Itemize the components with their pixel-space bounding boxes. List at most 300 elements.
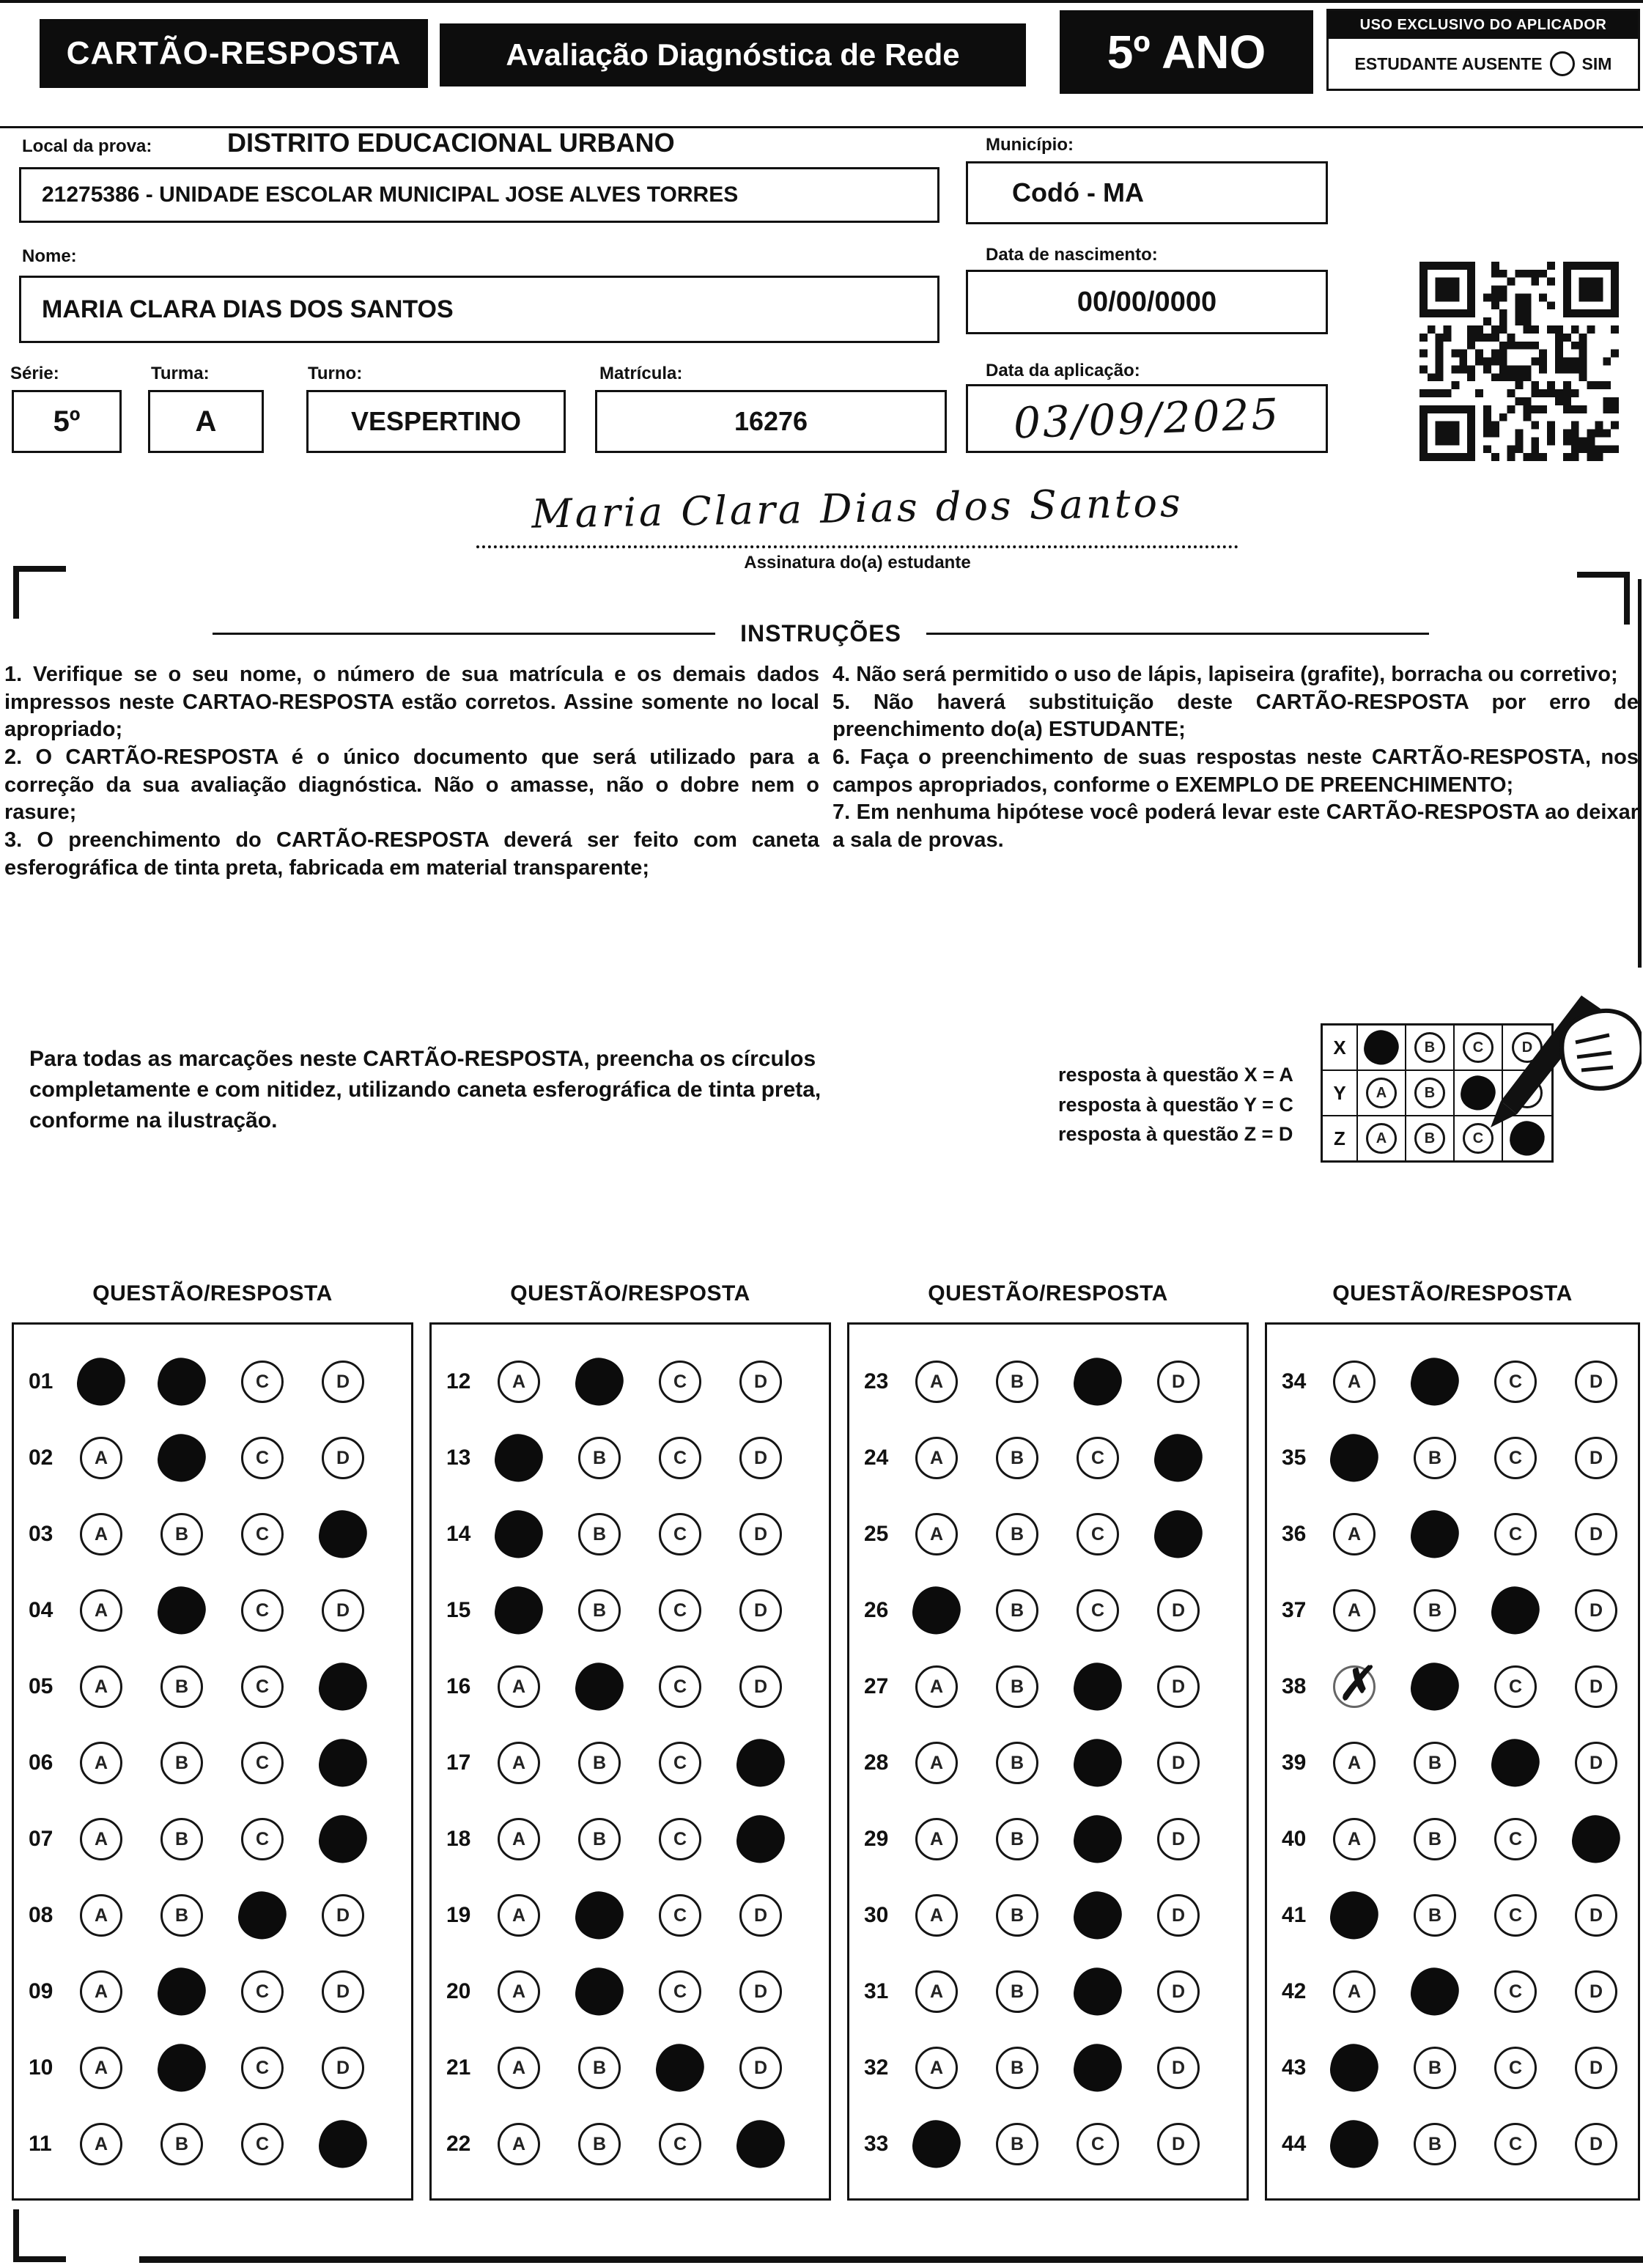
answer-bubble[interactable]: C (659, 1665, 701, 1708)
answer-bubble[interactable]: C (1077, 1513, 1119, 1555)
answer-bubble[interactable] (734, 1812, 788, 1866)
example-bubble-cell (1358, 1071, 1406, 1115)
answer-bubble[interactable]: D (739, 1361, 782, 1403)
answer-bubble[interactable]: A (498, 1665, 540, 1708)
answer-bubble[interactable]: B (160, 1665, 203, 1708)
answer-bubble[interactable] (1488, 1736, 1543, 1790)
answer-bubble[interactable]: C (659, 2123, 701, 2165)
question-number: 30 (864, 1903, 889, 1927)
matricula-label: Matrícula: (599, 364, 683, 383)
answer-row (1267, 2106, 1638, 2182)
answer-row (849, 1954, 1247, 2030)
answer-bubble[interactable]: B (1414, 1437, 1456, 1479)
answer-bubble[interactable]: D (1575, 1665, 1617, 1708)
answer-bubble[interactable] (572, 1888, 627, 1943)
answer-bubble[interactable]: C (241, 2123, 284, 2165)
answer-bubble[interactable]: D (739, 1513, 782, 1555)
instruction-item: 6. Faça o preenchimento de suas respostas neste CARTÃO-RESPOSTA, nos campos apropriados, conforme o EXEMPLO DE PREENCHIMENTO; (832, 745, 1639, 797)
answer-bubble[interactable]: B (1414, 1742, 1456, 1784)
answer-bubble[interactable]: D (1157, 2047, 1200, 2089)
question-number: 11 (29, 2132, 52, 2156)
answer-bubble[interactable]: B (996, 1361, 1038, 1403)
answer-bubble[interactable]: B (160, 1513, 203, 1555)
answer-bubble[interactable] (316, 1507, 370, 1561)
answer-bubble[interactable] (74, 1355, 128, 1409)
answer-bubble[interactable]: A (80, 1665, 122, 1708)
question-number: 32 (864, 2055, 889, 2080)
corner-mark-top-right (1577, 572, 1630, 625)
nome-label: Nome: (22, 246, 77, 266)
answer-bubble[interactable]: B (578, 2047, 621, 2089)
corner-mark-top-left (13, 566, 66, 619)
question-number: 25 (864, 1522, 889, 1546)
question-number: 21 (446, 2055, 471, 2080)
example-note: resposta à questão X = A (1058, 1064, 1293, 1086)
absent-label: ESTUDANTE AUSENTE (1354, 54, 1543, 73)
answer-row (1267, 1572, 1638, 1649)
turno-field: VESPERTINO (306, 390, 566, 453)
example-note: resposta à questão Y = C (1058, 1093, 1293, 1116)
answer-bubble[interactable]: C (241, 1665, 284, 1708)
answer-bubble[interactable]: A (915, 2047, 958, 2089)
answer-bubble[interactable]: A (1333, 1818, 1376, 1860)
answer-bubble[interactable]: B (160, 1894, 203, 1937)
answer-bubble[interactable]: B (1414, 1818, 1456, 1860)
signature-line (476, 545, 1238, 548)
answer-bubble[interactable] (155, 1965, 209, 2019)
answer-bubble[interactable]: D (1575, 1513, 1617, 1555)
example-bubble[interactable]: D (1512, 1032, 1543, 1063)
answer-row (1267, 1954, 1638, 2030)
nascimento-field: 00/00/0000 (966, 270, 1328, 334)
answer-bubble[interactable]: A (1333, 1513, 1376, 1555)
serie-field: 5º (12, 390, 122, 453)
answer-grid (12, 1322, 413, 2201)
answer-bubble[interactable]: D (1575, 1589, 1617, 1632)
answer-bubble[interactable]: D (1575, 2123, 1617, 2165)
answer-bubble[interactable]: D (739, 2047, 782, 2089)
answer-bubble[interactable]: D (1575, 2047, 1617, 2089)
answer-bubble[interactable] (909, 1583, 964, 1638)
answer-bubble[interactable] (235, 1888, 289, 1943)
answer-row (14, 1344, 411, 1420)
answer-row (14, 1877, 411, 1954)
answers-column-header: QUESTÃO/RESPOSTA (928, 1281, 1168, 1306)
answer-bubble[interactable] (492, 1431, 546, 1485)
answer-row (849, 1877, 1247, 1954)
instruction-item: 5. Não haverá substituição deste CARTÃO-RESPOSTA por erro de preenchimento do(a) ESTUDANTE; (832, 690, 1639, 742)
answer-bubble[interactable] (1151, 1431, 1206, 1485)
answer-bubble[interactable]: D (739, 1970, 782, 2013)
answer-bubble[interactable]: D (739, 1665, 782, 1708)
answer-bubble[interactable]: A (498, 1742, 540, 1784)
answer-bubble[interactable]: A (80, 1437, 122, 1479)
answer-row (432, 2030, 829, 2106)
answer-bubble[interactable] (1327, 2117, 1381, 2171)
answer-bubble[interactable]: D (322, 1589, 364, 1632)
answer-bubble[interactable]: D (1157, 1742, 1200, 1784)
answer-bubble[interactable] (492, 1507, 546, 1561)
answer-bubble[interactable] (1071, 1660, 1125, 1714)
example-bubble-cell (1358, 1116, 1406, 1160)
answer-bubble[interactable]: C (1494, 1437, 1537, 1479)
answer-bubble[interactable] (734, 2117, 788, 2171)
answer-bubble[interactable] (316, 1812, 370, 1866)
question-number: 02 (29, 1446, 53, 1470)
answer-bubble[interactable]: B (160, 1742, 203, 1784)
instruction-item: 2. O CARTÃO-RESPOSTA é o único documento que será utilizado para a correção da sua avaliação diagnóstica. Não o amasse, não o dobre nem o rasure; (4, 745, 819, 825)
answer-bubble[interactable]: C (1494, 2123, 1537, 2165)
aplicacao-field (966, 384, 1328, 453)
question-number: 03 (29, 1522, 53, 1546)
answer-bubble[interactable]: B (160, 1818, 203, 1860)
answer-bubble[interactable]: C (1494, 1513, 1537, 1555)
answer-bubble[interactable]: C (659, 1437, 701, 1479)
answer-bubble[interactable] (316, 2117, 370, 2171)
answer-bubble[interactable]: A (915, 1665, 958, 1708)
answer-row (432, 1572, 829, 1649)
answer-bubble[interactable]: B (578, 1818, 621, 1860)
answer-bubble[interactable] (1327, 1888, 1381, 1943)
answer-bubble[interactable]: D (1575, 1742, 1617, 1784)
answer-bubble[interactable]: A (915, 1437, 958, 1479)
answer-bubble[interactable] (1071, 1888, 1125, 1943)
answer-bubble[interactable]: B (578, 1513, 621, 1555)
question-number: 27 (864, 1674, 889, 1698)
absent-checkbox[interactable] (1550, 51, 1575, 76)
answer-row (849, 1420, 1247, 1496)
answer-bubble[interactable]: B (996, 1437, 1038, 1479)
question-number: 41 (1282, 1903, 1307, 1927)
answer-bubble[interactable]: B (996, 1513, 1038, 1555)
question-number: 16 (446, 1674, 471, 1698)
example-bubble-cell (1406, 1116, 1455, 1160)
corner-mark-bottom-left (13, 2209, 66, 2262)
question-number: 06 (29, 1750, 53, 1775)
answer-bubble[interactable]: A (915, 1513, 958, 1555)
answer-bubble[interactable]: C (659, 1970, 701, 2013)
example-bubble[interactable] (1362, 1028, 1401, 1067)
answer-bubble[interactable]: B (996, 1818, 1038, 1860)
answer-bubble[interactable]: C (1077, 2123, 1119, 2165)
answer-bubble[interactable]: C (1494, 2047, 1537, 2089)
answer-bubble[interactable]: C (1494, 1665, 1537, 1708)
answer-bubble[interactable]: A (80, 1894, 122, 1937)
aplicacao-label: Data da aplicação: (986, 361, 1140, 380)
example-bubble[interactable]: B (1414, 1123, 1445, 1154)
answer-bubble[interactable] (155, 1355, 209, 1409)
answer-bubble[interactable]: A (498, 2047, 540, 2089)
answer-bubble[interactable] (1333, 1658, 1376, 1710)
answer-bubble[interactable]: B (160, 2123, 203, 2165)
answer-bubble[interactable]: A (915, 1742, 958, 1784)
answer-bubble[interactable]: C (659, 1513, 701, 1555)
answer-bubble[interactable]: B (578, 2123, 621, 2165)
answer-bubble[interactable] (1071, 1355, 1125, 1409)
answer-bubble[interactable]: C (241, 1970, 284, 2013)
answer-bubble[interactable]: B (996, 1894, 1038, 1937)
instruction-item: 4. Não será permitido o uso de lápis, lapiseira (grafite), borracha ou corretivo; (832, 663, 1618, 686)
example-bubble[interactable]: A (1366, 1123, 1397, 1154)
answer-bubble[interactable] (1071, 1812, 1125, 1866)
answer-bubble[interactable]: D (322, 1970, 364, 2013)
exam-title: Avaliação Diagnóstica de Rede (440, 23, 1026, 86)
answer-bubble[interactable]: C (659, 1894, 701, 1937)
instruction-item: 1. Verifique se o seu nome, o número de sua matrícula e os demais dados impressos neste CARTAO-RESPOSTA estão corretos. Assine somente no local apropriado; (4, 663, 819, 742)
question-number: 28 (864, 1750, 889, 1775)
answer-bubble[interactable]: D (739, 1437, 782, 1479)
answer-row (1267, 2030, 1638, 2106)
answer-bubble[interactable]: C (659, 1818, 701, 1860)
answer-bubble[interactable]: D (322, 2047, 364, 2089)
answer-bubble[interactable]: A (80, 1513, 122, 1555)
answers-column-header: QUESTÃO/RESPOSTA (510, 1281, 750, 1306)
answer-row (849, 1725, 1247, 1801)
answer-bubble[interactable]: C (659, 1589, 701, 1632)
instruction-item: 7. Em nenhuma hipótese você poderá levar este CARTÃO-RESPOSTA ao deixar a sala de provas. (832, 800, 1639, 853)
answer-bubble[interactable] (1569, 1812, 1623, 1866)
answer-row (1267, 1877, 1638, 1954)
answer-row (432, 1725, 829, 1801)
answer-bubble[interactable] (492, 1583, 546, 1638)
answer-bubble[interactable]: B (1414, 1589, 1456, 1632)
answer-bubble[interactable]: B (1414, 2047, 1456, 2089)
question-number: 40 (1282, 1827, 1307, 1851)
answer-bubble[interactable]: C (1494, 1361, 1537, 1403)
answer-bubble[interactable]: A (915, 1361, 958, 1403)
instruction-item: 3. O preenchimento do CARTÃO-RESPOSTA deverá ser feito com caneta esferográfica de tinta preta, fabricada em material transparente; (4, 828, 819, 880)
answer-row (14, 1954, 411, 2030)
answer-bubble[interactable] (572, 1355, 627, 1409)
answer-bubble[interactable]: C (1077, 1437, 1119, 1479)
question-number: 42 (1282, 1979, 1307, 2003)
answer-bubble[interactable] (1488, 1583, 1543, 1638)
example-bubble[interactable]: C (1463, 1032, 1494, 1063)
question-number: 05 (29, 1674, 53, 1698)
answer-bubble[interactable]: A (80, 2047, 122, 2089)
answer-bubble[interactable] (734, 1736, 788, 1790)
answer-row (14, 1801, 411, 1877)
answer-row (432, 1420, 829, 1496)
answer-row (849, 2030, 1247, 2106)
question-number: 08 (29, 1903, 53, 1927)
answer-bubble[interactable] (909, 2117, 964, 2171)
answer-bubble[interactable]: D (1157, 2123, 1200, 2165)
answer-bubble[interactable] (1151, 1507, 1206, 1561)
answer-bubble[interactable]: D (1575, 1437, 1617, 1479)
answer-bubble[interactable]: D (1157, 1665, 1200, 1708)
answer-bubble[interactable]: B (578, 1437, 621, 1479)
answer-bubble[interactable]: A (1333, 1742, 1376, 1784)
answer-bubble[interactable]: A (498, 1894, 540, 1937)
answer-bubble[interactable]: D (1575, 1970, 1617, 2013)
page-top-border (0, 0, 1643, 3)
nome-field: MARIA CLARA DIAS DOS SANTOS (19, 276, 939, 343)
answer-row (432, 2106, 829, 2182)
answer-bubble[interactable]: A (1333, 1361, 1376, 1403)
answer-bubble[interactable]: A (915, 1894, 958, 1937)
answer-row (849, 1801, 1247, 1877)
answer-bubble[interactable]: A (1333, 1970, 1376, 2013)
answer-bubble[interactable]: A (498, 2123, 540, 2165)
answer-bubble[interactable]: D (1157, 1818, 1200, 1860)
applicator-box (1326, 9, 1640, 91)
card-title: CARTÃO-RESPOSTA (40, 19, 428, 88)
answer-bubble[interactable]: A (80, 1742, 122, 1784)
answer-bubble[interactable]: D (1157, 1361, 1200, 1403)
answer-bubble[interactable] (1408, 1507, 1462, 1561)
instructions-line-left (213, 633, 715, 635)
answer-bubble[interactable]: C (1494, 1970, 1537, 2013)
answer-bubble[interactable] (572, 1660, 627, 1714)
answer-bubble[interactable]: B (996, 1970, 1038, 2013)
local-label: Local da prova: (22, 136, 152, 156)
answer-bubble[interactable]: B (996, 1665, 1038, 1708)
answer-bubble[interactable]: A (498, 1818, 540, 1860)
answer-bubble[interactable]: C (241, 1742, 284, 1784)
answer-bubble[interactable] (1071, 2041, 1125, 2095)
answer-row (14, 1572, 411, 1649)
matricula-field: 16276 (595, 390, 947, 453)
answer-bubble[interactable]: D (1575, 1361, 1617, 1403)
answer-bubble[interactable] (1327, 2041, 1381, 2095)
answer-bubble[interactable]: B (578, 1589, 621, 1632)
answer-bubble[interactable]: B (996, 1589, 1038, 1632)
answer-bubble[interactable]: C (241, 2047, 284, 2089)
answer-bubble[interactable]: B (578, 1742, 621, 1784)
example-bubble[interactable]: B (1414, 1078, 1445, 1108)
answer-bubble[interactable] (572, 1965, 627, 2019)
answer-bubble[interactable] (653, 2041, 707, 2095)
answer-bubble[interactable]: A (915, 1818, 958, 1860)
instructions-left (4, 661, 819, 883)
answer-bubble[interactable]: A (915, 1970, 958, 2013)
answer-bubble[interactable] (1408, 1355, 1462, 1409)
question-number: 19 (446, 1903, 471, 1927)
answers-column-1 (12, 1281, 413, 2201)
answer-row (432, 1954, 829, 2030)
answer-row (849, 1572, 1247, 1649)
answer-bubble[interactable]: D (739, 1894, 782, 1937)
answer-bubble[interactable] (155, 1583, 209, 1638)
example-bubble-cell (1358, 1026, 1406, 1069)
handwritten-date: 03/09/2025 (1012, 389, 1282, 449)
answer-bubble[interactable]: A (80, 1970, 122, 2013)
answer-bubble[interactable]: C (659, 1742, 701, 1784)
answer-row (14, 1496, 411, 1572)
answer-bubble[interactable] (1071, 1736, 1125, 1790)
answer-bubble[interactable]: A (498, 1361, 540, 1403)
x-mark: ✗ (1334, 1658, 1375, 1710)
question-number: 37 (1282, 1598, 1307, 1622)
instructions-right (832, 661, 1639, 855)
nascimento-label: Data de nascimento: (986, 245, 1158, 265)
municipio-field: Codó - MA (966, 161, 1328, 224)
question-number: 22 (446, 2132, 471, 2156)
answer-row (14, 1725, 411, 1801)
answer-bubble[interactable]: A (80, 1818, 122, 1860)
answer-bubble[interactable] (1408, 1660, 1462, 1714)
answer-bubble[interactable] (155, 1431, 209, 1485)
municipio-label: Município: (986, 135, 1074, 155)
answer-bubble[interactable]: C (1077, 1589, 1119, 1632)
answer-bubble[interactable]: C (241, 1437, 284, 1479)
answer-bubble[interactable]: B (996, 1742, 1038, 1784)
answer-bubble[interactable]: D (1575, 1894, 1617, 1937)
answer-bubble[interactable]: D (1157, 1589, 1200, 1632)
question-number: 33 (864, 2132, 889, 2156)
answer-bubble[interactable]: C (1494, 1818, 1537, 1860)
example-bubble[interactable]: C (1463, 1123, 1494, 1154)
answer-bubble[interactable]: C (1494, 1894, 1537, 1937)
example-notes (1058, 1060, 1293, 1149)
answer-bubble[interactable]: C (241, 1513, 284, 1555)
example-bubble[interactable]: B (1414, 1032, 1445, 1063)
answer-bubble[interactable]: D (322, 1437, 364, 1479)
answer-bubble[interactable]: A (1333, 1589, 1376, 1632)
answer-bubble[interactable]: B (1414, 1894, 1456, 1937)
answer-bubble[interactable] (316, 1736, 370, 1790)
answers-column-header: QUESTÃO/RESPOSTA (92, 1281, 333, 1306)
signature-label: Assinatura do(a) estudante (744, 553, 971, 572)
question-number: 34 (1282, 1369, 1307, 1393)
turno-label: Turno: (308, 364, 363, 383)
answer-bubble[interactable]: B (996, 2047, 1038, 2089)
example-text: Para todas as marcações neste CARTÃO-RESPOSTA, preencha os círculos completamente e com nitidez, utilizando caneta esferográfica de tinta preta, conforme na ilustração. (29, 1047, 822, 1133)
student-signature: Maria Clara Dias dos Santos (531, 479, 1184, 537)
answer-bubble[interactable]: D (322, 1894, 364, 1937)
answer-bubble[interactable]: C (241, 1589, 284, 1632)
answer-bubble[interactable]: A (80, 2123, 122, 2165)
answer-bubble[interactable]: C (241, 1818, 284, 1860)
question-number: 39 (1282, 1750, 1307, 1775)
answer-bubble[interactable]: D (1157, 1970, 1200, 2013)
answer-bubble[interactable] (1071, 1965, 1125, 2019)
answer-bubble[interactable] (316, 1660, 370, 1714)
answer-bubble[interactable]: B (996, 2123, 1038, 2165)
answer-bubble[interactable]: A (80, 1589, 122, 1632)
question-number: 01 (29, 1369, 53, 1393)
serie-label: Série: (10, 364, 59, 383)
question-number: 17 (446, 1750, 471, 1775)
instructions-header (213, 620, 1429, 647)
answer-bubble[interactable] (1408, 1965, 1462, 2019)
question-number: 14 (446, 1522, 471, 1546)
answer-bubble[interactable]: A (498, 1970, 540, 2013)
answer-bubble[interactable]: C (659, 1361, 701, 1403)
turma-label: Turma: (151, 364, 210, 383)
question-number: 36 (1282, 1522, 1307, 1546)
answer-bubble[interactable] (155, 2041, 209, 2095)
answer-row (14, 2106, 411, 2182)
answer-row (432, 1496, 829, 1572)
question-number: 09 (29, 1979, 53, 2003)
answer-bubble[interactable]: D (1157, 1894, 1200, 1937)
qr-code (1408, 254, 1630, 469)
answer-row (1267, 1420, 1638, 1496)
answer-bubble[interactable]: D (739, 1589, 782, 1632)
answer-bubble[interactable]: C (241, 1361, 284, 1403)
answer-row (14, 2030, 411, 2106)
answer-bubble[interactable]: D (322, 1361, 364, 1403)
answer-grid (1265, 1322, 1640, 2201)
answer-row (849, 1496, 1247, 1572)
answer-bubble[interactable]: B (1414, 2123, 1456, 2165)
example-bubble[interactable]: A (1366, 1078, 1397, 1108)
question-number: 20 (446, 1979, 471, 2003)
answer-row (1267, 1344, 1638, 1420)
answer-bubble[interactable] (1327, 1431, 1381, 1485)
